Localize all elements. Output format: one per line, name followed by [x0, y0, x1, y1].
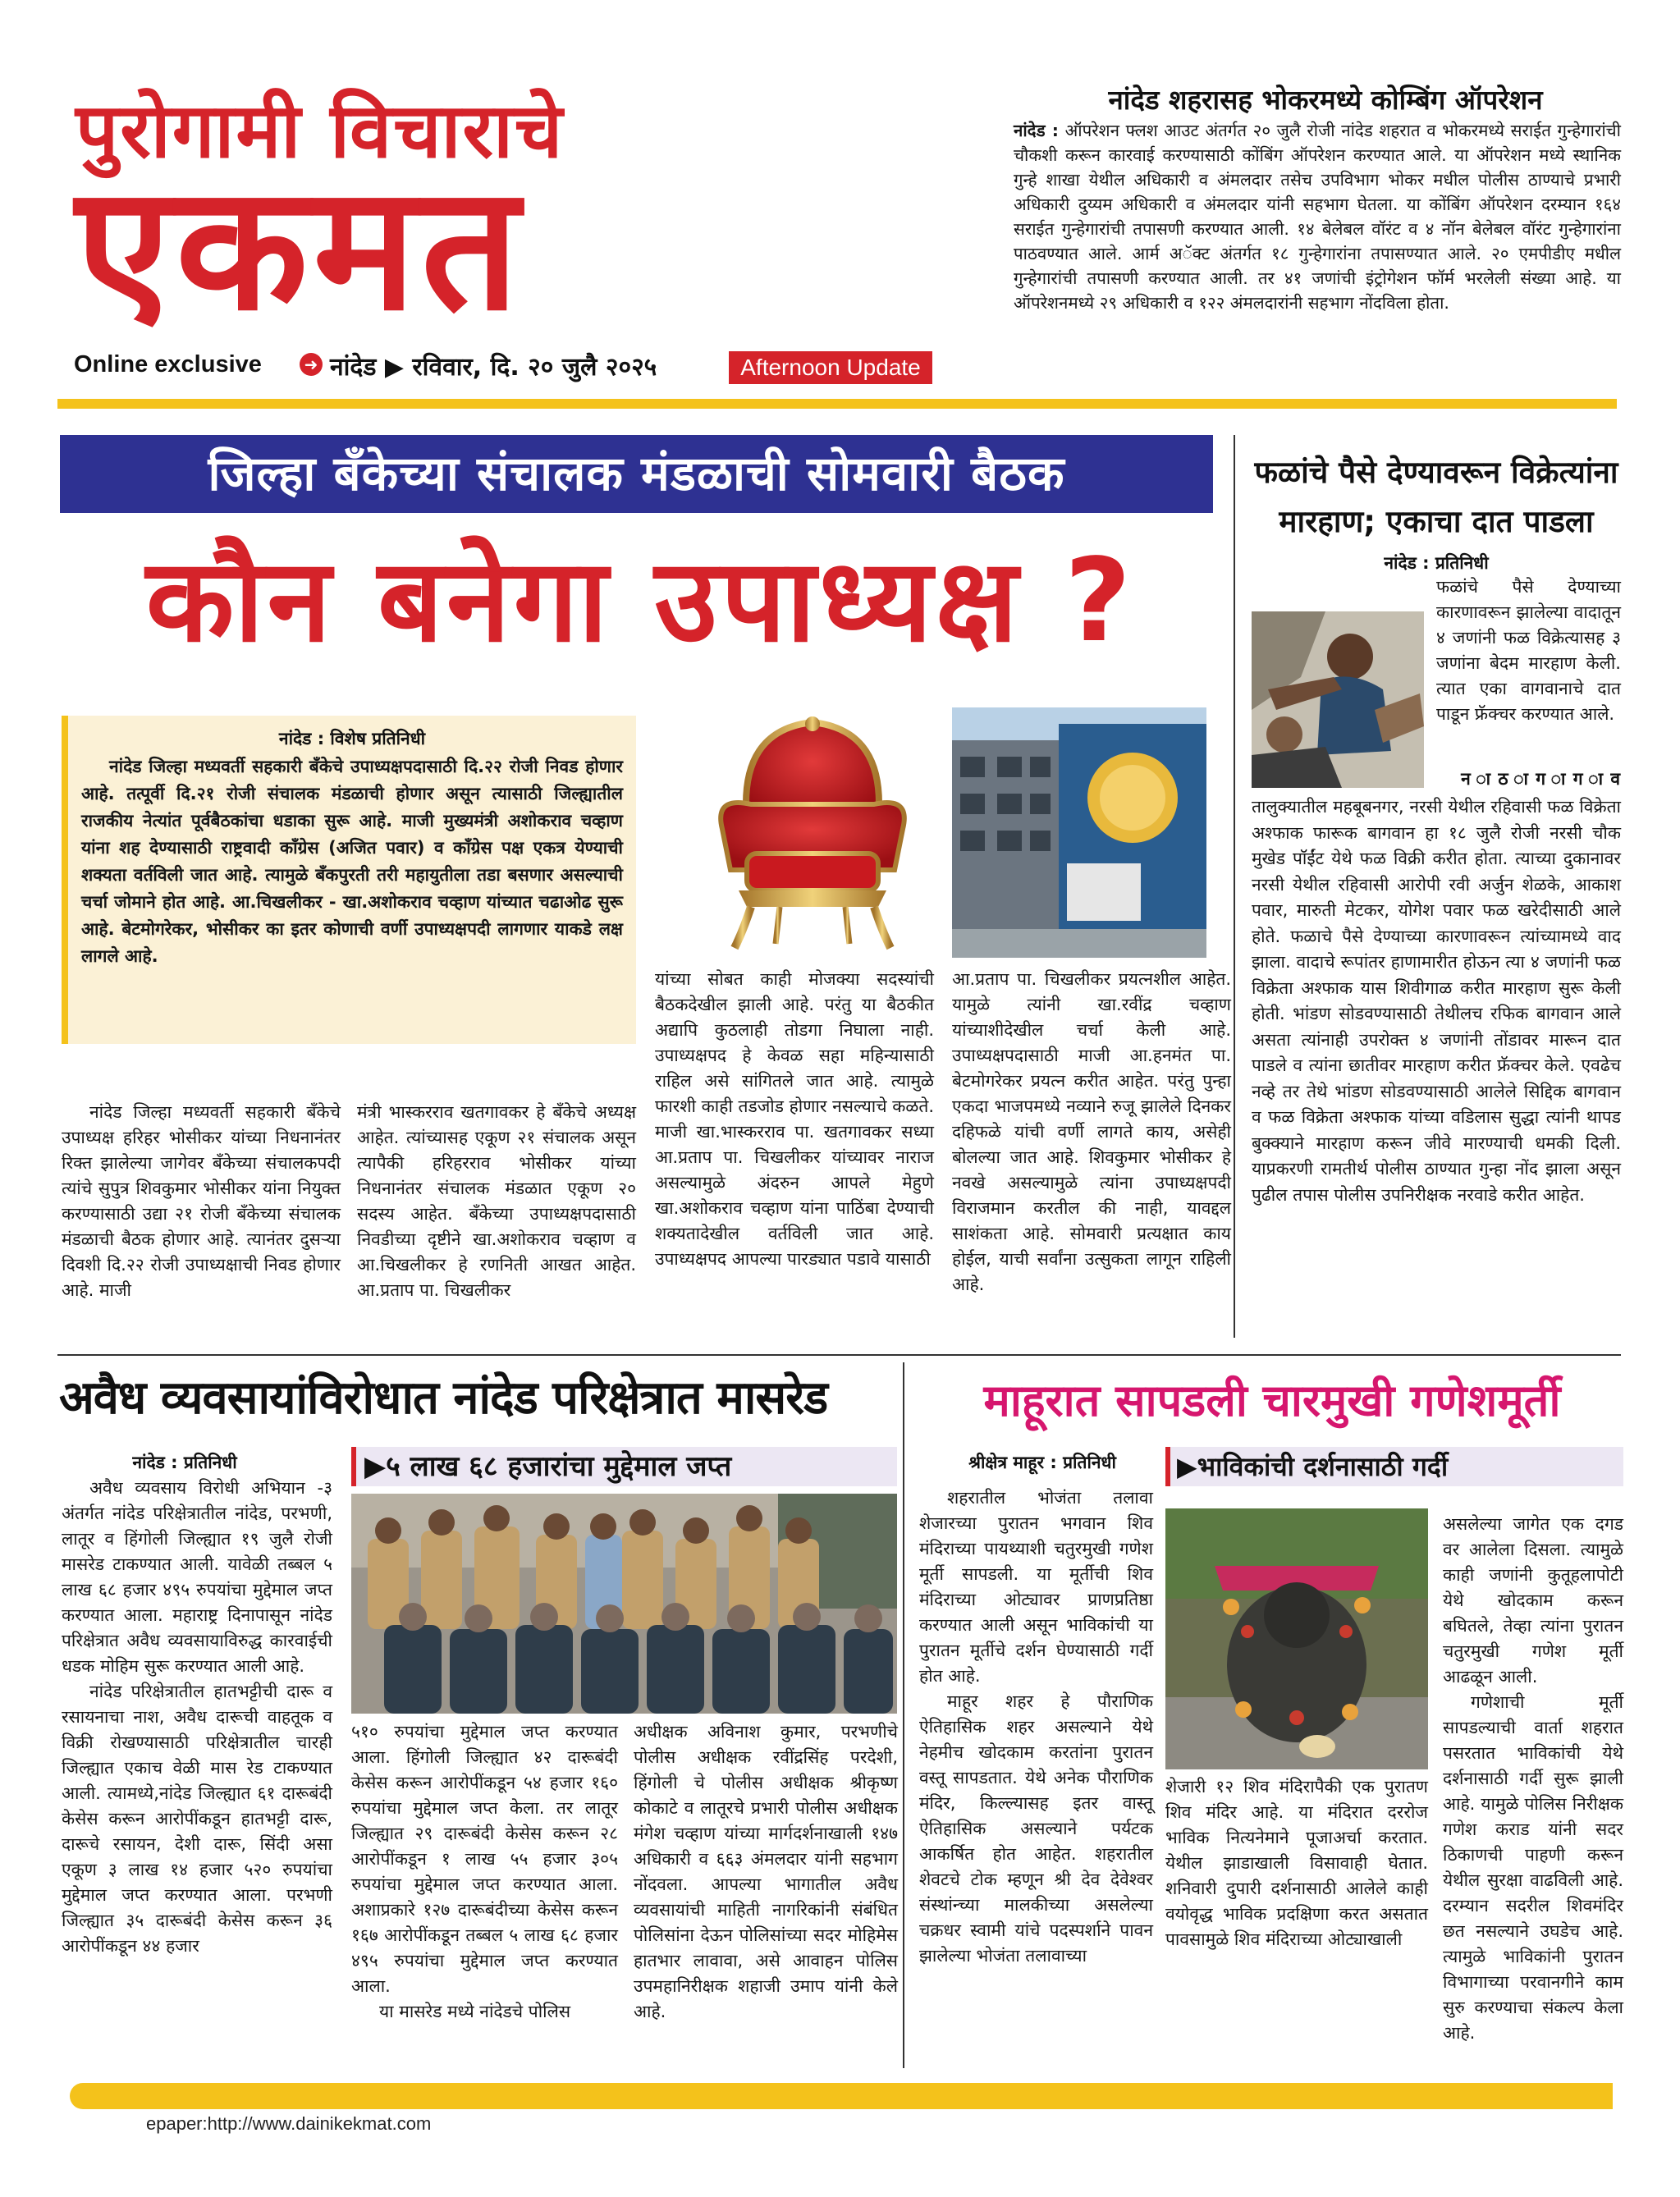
raid-col-1: अवैध व्यवसाय विरोधी अभियान -३ अंतर्गत नांदेड परिक्षेत्रातील नांदेड, परभणी, लातूर व हिंगोली जिल्ह्यात १९ जुलै रोजी मासरेड टाकण्यात आली. यावेळी तब्बल ५ लाख ६८ हजार ४९५ रुपयांचा मुद्देमाल जप्त करण्यात आला. महाराष्ट्र दिनापासून नांदेड परिक्षेत्रात अवैध व्यवसायाविरुद्ध कारवाईची धडक मोहिम सुरू करण्यात आली आहे. नांदेड परिक्षेत्रातील हातभट्टीची दारू व रसायनाचा नाश, अवैध दारूची वाहतूक व विक्री रोखण्यासाठी परिक्षेत्रातील चारही जिल्ह्यात एकाच वेळी मास रेड टाकण्यात आली. त्यामध्ये,नांदेड जिल्ह्यात ६१ दारूबंदी केसेस करून आरोपींकडून हातभट्टी दारू, दारूचे रसायन, देशी दारू, सिंदी असा एकूण ३ लाख १४ हजार ५२० रुपयांचा मुद्देमाल जप्त करण्यात आला. परभणी जिल्ह्यात ३५ दारूबंदी केसेस करून ३६ आरोपींकडून ४४ हजार	[62, 1478, 332, 1956]
mahur-byline: श्रीक्षेत्र माहूर : प्रतिनिधी	[968, 1453, 1116, 1472]
combing-dateline: नांदेड :	[1014, 121, 1059, 140]
fruit-headline-1: फळांचे पैसे देण्यावरून विक्रेत्यांना	[1254, 455, 1618, 490]
masthead-title: एकमत	[76, 148, 524, 349]
lead-summary: नांदेड जिल्हा मध्यवर्ती सहकारी बँकेचे उपाध्यक्षपदासाठी दि.२२ रोजी निवड होणार आहे. तत्पूर्वी दि.२१ रोजी संचालक मंडळाची होणार असून त्यासाठी जिल्ह्यातील राजकीय नेत्यांत पूर्वबैठकांचा धडाका सुरू आहे. माजी मुख्यमंत्री अशोकराव चव्हाण यांना शह देण्यासाठी राष्ट्रवादी काँग्रेस (अजित पवार) व काँग्रेस पक्ष एकत्र येण्याची शक्यता वर्तविली जात आहे. त्यामुळे बँकपुरती तरी महायुतीला तडा बसणार असल्याची चर्चा जोमाने होत आहे. आ.चिखलीकर - खा.अशोकराव चव्हाण यांच्यात चढाओढ सुरू आहे. बेटमोगरेकर, भोसीकर का इतर कोणाची वर्णी उपाध्यक्षपदी लागणार याकडे लक्ष लागले आहे.	[81, 757, 623, 966]
mahur-col-1: शहरातील भोजंता तलावा शेजारच्या पुरातन भगवान शिव मंदिराच्या पायथ्याशी चतुरमुखी गणेश मूर्ती सापडली. या मूर्तीची शिव मंदिराच्या ओट्यावर प्राणप्रतिष्ठा करण्यात आली असून भाविकांची या पुरातन मूर्तीचे दर्शन घेण्यासाठी गर्दी होत आहे. माहूर शहर हे पौराणिक ऐतिहासिक शहर असल्याने येथे नेहमीच खोदकाम करतांना पुरातन वस्तू सापडतात. येथे अनेक पौराणिक मंदिर, किल्ल्यासह इतर वास्तू ऐतिहासिक असल्याने पर्यटक आकर्षित होत आहेत. शहरातील शेवटचे टोक म्हणून श्री देव देवेश्वर संस्थांन्च्या मालकीच्या असलेल्या चक्रधर स्वामी यांचे पदस्पर्शाने पावन झालेल्या भोजंता तलावाच्या	[919, 1488, 1153, 1966]
combing-body	[1014, 118, 1621, 315]
lead-col-4: आ.प्रताप पा. चिखलीकर प्रयत्नशील आहेत. यामुळे त्यांनी खा.रवींद्र चव्हाण यांच्याशीदेखील चर्चा केली आहे. उपाध्यक्षपदासाठी माजी आ.हनमंत पा. बेटमोगरेकर प्रयत्न करीत आहेत. परंतु पुन्हा एकदा भाजपमध्ये नव्याने रुजू झालेले दिनकर दहिफळे यांची वर्णी लागते काय, असेही बोलल्या जात आहे. शिवकुमार भोसीकर हे नवखे असल्यामुळे त्यांना उपाध्यक्षपदी विराजमान करतील की नाही, यावद्दल साशंकता आहे. सोमवारी प्रत्यक्षात काय होईल, याची सर्वांना उत्सुकता लागून राहिली आहे.	[952, 969, 1231, 1294]
raid-byline: नांदेड : प्रतिनिधी	[132, 1453, 237, 1472]
footer-url[interactable]: epaper:http://www.dainikekmat.com	[146, 2113, 432, 2134]
fruit-subhead: न ा ठ ा ग ा ग ा व	[1461, 769, 1621, 789]
fruit-byline: नांदेड : प्रतिनिधी	[1384, 553, 1489, 573]
lead-col-3: यांच्या सोबत काही मोजक्या सदस्यांची बैठकदेखील झाली आहे. परंतु या बैठकीत अद्यापि कुठलाही तोडगा निघाला नाही. उपाध्यक्षपद हे केवळ सहा महिन्यासाठी राहिल असे सांगितले जात आहे. त्यामुळे फारशी काही तडजोड होणार नसल्याचे कळते. माजी खा.भास्करराव पा. खतगावकर सध्या आ.प्रताप पा. चिखलीकर यांच्यावर नाराज असल्यामुळे अंदरुन आपले मेहुणे खा.अशोकराव चव्हाण यांना पाठिंबा देण्याची शक्यतादेखील वर्तविली जात आहे. उपाध्यक्षपद आपल्या पारड्यात पडावे यासाठी	[655, 969, 934, 1269]
section-divider	[57, 1354, 1621, 1356]
lead-kicker-banner	[60, 435, 1213, 513]
footer-yellow-bar	[70, 2083, 1613, 2109]
mahur-col-3: असलेल्या जागेत एक दगड वर आलेला दिसला. त्यामुळे काही जणांनी कुतूहलापोटी येथे खोदकाम करून बघितले, तेव्हा त्यांना पुरातन चतुरमुखी गणेश मूर्ती आढळून आली. गणेशाची मूर्ती सापडल्याची वार्ता शहरात पसरतात भाविकांची येथे दर्शनासाठी गर्दी सुरू झाली आहे. यामुळे पोलिस निरीक्षक गणेश कराड यांनी सदर ठिकाणची पाहणी करून येथील सुरक्षा वाढविली आहे. दरम्यान सदरील शिवमंदिर छत नसल्याने उघडेच आहे. त्यामुळे भाविकांनी पुरातन विभागाच्या परवानगीने काम सुरु करण्याचा संकल्प केला आहे.	[1443, 1514, 1623, 2043]
section-vertical-divider	[903, 1362, 904, 2068]
online-exclusive-label: Online exclusive	[74, 351, 262, 378]
fruit-lead: फळांचे पैसे देण्याच्या कारणावरून झालेल्या वादातून ४ जणांनी फळ विक्रेत्यासह ३ जणांना बेदम मारहाण केली. त्यात एका वागवानाचे दात पाडून फ्रॅक्चर करण्यात आले.	[1436, 577, 1621, 724]
dateline: नांदेड ▶ रविवार, दि. २० जुलै २०२५	[330, 353, 657, 382]
lead-kicker: जिल्हा बँकेच्या संचालक मंडळाची सोमवारी बैठक	[208, 446, 1065, 501]
fruit-body: तालुक्यातील महबूबनगर, नरसी येथील रहिवासी फळ विक्रेता अश्फाक फारूक बागवान हा १८ जुलै रोजी नरसी चौक मुखेड पॉईंट येथे फळ विक्री करीत होता. त्याच्या दुकानावर नरसी येथील रहिवासी आरोपी रवी अर्जुन शेळके, आकाश पवार, मारुती मेटकर, योगेश पवार फळ खरेदीसाठी आले होते. फळाचे पैसे देण्याच्या कारणावरून त्यांच्यामध्ये वाद झाला. वादाचे रूपांतर हाणामारीत होऊन त्या ४ जणांनी फळ विक्रेता अश्फाक यास शिवीगाळ करीत मारहाण सुरू केली होती. भांडण सोडवण्यासाठी तेथीलच रफिक बागवान आले असता त्यांनाही उपरोक्त ४ जणांनी तोंडावर मारून दात पाडले व त्यांना छातीवर मारहाण करीत फ्रॅक्चर केले. एवढेच नव्हे तर तेथे भांडण सोडवण्यासाठी आलेले सिद्दिक बागवान व फळ विक्रेता अश्फाक यांच्या वडिलास सुद्धा त्यांनी थापड बुक्क्याने मारहाण करून जीवे मारण्याची धमकी दिली. याप्रकरणी रामतीर्थ पोलीस ठाण्यात गुन्हा नोंद झाला असून पुढील तपास पोलीस उपनिरीक्षक नरवाडे करीत आहेत.	[1252, 797, 1621, 1205]
combing-headline: नांदेड शहरासह भोकरमध्ये कोम्बिंग ऑपरेशन	[1108, 84, 1543, 116]
mahur-subhead-box	[1165, 1447, 1623, 1486]
raid-subhead-box	[351, 1447, 897, 1486]
raid-subhead: ▶५ लाख ६८ हजारांचा मुद्देमाल जप्त	[364, 1450, 732, 1483]
mahur-headline: माहूरात सापडली चारमुखी गणेशमूर्ती	[983, 1375, 1561, 1426]
mahur-subhead: ▶भाविकांची दर्शनासाठी गर्दी	[1177, 1451, 1449, 1482]
police-group-photo	[351, 1494, 897, 1714]
column-divider	[1234, 435, 1235, 1338]
ganesh-idol-photo	[1165, 1508, 1428, 1769]
lead-byline: नांदेड : विशेष प्रतिनिधी	[278, 729, 426, 748]
afternoon-update-badge: Afternoon Update	[729, 351, 932, 384]
lead-headline: कौन बनेगा उपाध्यक्ष ?	[145, 534, 1135, 668]
raid-col-2: ५१० रुपयांचा मुद्देमाल जप्त करण्यात आला. हिंगोली जिल्ह्यात ४२ दारूबंदी केसेस करून आरोपींकडून ५४ हजार १६० रुपयांचा मुद्देमाल जप्त केला. तर लातूर जिल्ह्यात २९ दारूबंदी केसेस करून २८ आरोपींकडून १ लाख ५५ हजार ३०५ रुपयांचा मुद्देमाल जप्त करण्यात आला. अशाप्रकारे १२७ दारूबंदीच्या केसेस करून १६७ आरोपींकडून तब्बल ५ लाख ६८ हजार ४९५ रुपयांचा मुद्देमाल जप्त करण्यात आला. या मासरेड मध्ये नांदेडचे पोलिस	[351, 1722, 618, 2021]
assault-illustration	[1252, 611, 1424, 788]
arrow-circle-icon: ➜	[300, 353, 323, 376]
combing-text: ऑपरेशन फ्लश आउट अंतर्गत २० जुलै रोजी नांदेड शहरात व भोकरमध्ये सराईत गुन्हेगारांची चौकशी करून कारवाई करण्यासाठी कोंबिंग ऑपरेशन करण्यात आले. या ऑपरेशन मध्ये स्थानिक गुन्हे शाखा येथील अधिकारी व अंमलदार तसेच उपविभाग भोकर मधील पोलीस ठाण्याचे प्रभारी अधिकारी दुय्यम अधिकारी व अंमलदार यांनी सहभाग घेतला. या कोंबिंग ऑपरेशन दरम्यान १६४ सराईत गुन्हेगारांची तपासणी करण्यात आली. १४ बेलेबल वॉरंट व ४ नॉन बेलेबल वॉरंट गुन्हेगारांना पाठवण्यात आले. आर्म अॅक्ट अंतर्गत १८ गुन्हेगारांना तपासण्यात आले. २० एमपीडीए मधील गुन्हेगारांची तपासणी करण्यात आली. तर ४१ जणांची इंट्रोगेशन फॉर्म भरलेली संख्या आहे. या ऑपरेशनमध्ये २९ अधिकारी व १२२ अंमलदारांनी सहभाग नोंदविला होता.	[1014, 121, 1621, 313]
raid-col-3: अधीक्षक अविनाश कुमार, परभणीचे पोलीस अधीक्षक रवींद्रसिंह परदेशी, हिंगोली चे पोलीस अधीक्षक श्रीकृष्ण कोकाटे व लातूरचे प्रभारी पोलीस अधीक्षक मंगेश चव्हाण यांच्या मार्गदर्शनाखाली १४७ अधिकारी व ६६३ अंमलदार यांनी सहभाग नोंदवला. आपल्या भागातील अवैध व्यवसायांची माहिती नागरिकांनी संबंधित पोलिसांना देऊन पोलिसांच्या सदर मोहिमेस हातभार लावावा, असे आवाहन पोलिस उपमहानिरीक्षक शहाजी उमाप यांनी केले आहे.	[634, 1722, 898, 2021]
lead-col-1: नांदेड जिल्हा मध्यवर्ती सहकारी बँकेचे उपाध्यक्ष हरिहर भोसीकर यांच्या निधनानंतर रिक्त झालेल्या जागेवर बँकेच्या संचालकपदी त्यांचे सुपुत्र शिवकुमार भोसीकर यांना नियुक्त करण्यासाठी उद्या २१ रोजी बँकेच्या संचालक मंडळाची बैठक होणार आहे. त्यानंतर दुसऱ्या दिवशी दि.२२ रोजी उपाध्यक्षाची निवड होणार आहे. माजी	[62, 1102, 341, 1300]
masthead-tagline: पुरोगामी विचाराचे	[76, 87, 565, 175]
fruit-headline-2: मारहाण; एकाचा दात पाडला	[1279, 504, 1594, 539]
throne-chair-image	[689, 706, 936, 956]
raid-headline: अवैध व्यवसायांविरोधात नांदेड परिक्षेत्रात मासरेड	[59, 1371, 828, 1425]
lead-summary-box	[62, 716, 636, 1044]
mahur-col-2: शेजारी १२ शिव मंदिरापैकी एक पुरातण शिव मंदिर आहे. या मंदिरात दररोज भाविक नित्यनेमाने पूजाअर्चा करतात. येथील झाडाखाली विसावाही घेतात. शनिवारी दुपारी दर्शनासाठी आलेले काही वयोवृद्ध भाविक प्रदक्षिणा करत असतात पावसामुळे शिव मंदिराच्या ओट्याखाली	[1165, 1777, 1428, 1949]
top-yellow-rule	[57, 399, 1617, 409]
bank-building-photo	[952, 707, 1206, 958]
lead-col-2: मंत्री भास्करराव खतगावकर हे बँकेचे अध्यक्ष आहेत. त्यांच्यासह एकूण २१ संचालक असून त्यापैकी हरिहरराव भोसीकर यांच्या निधनानंतर संचालक मंडळात एकूण २० सदस्य आहेत. बँकेच्या उपाध्यक्षपदासाठी निवडीच्या दृष्टीने खा.अशोकराव चव्हाण व आ.चिखलीकर हे रणनिती आखत आहेत. आ.प्रताप पा. चिखलीकर	[357, 1102, 636, 1300]
